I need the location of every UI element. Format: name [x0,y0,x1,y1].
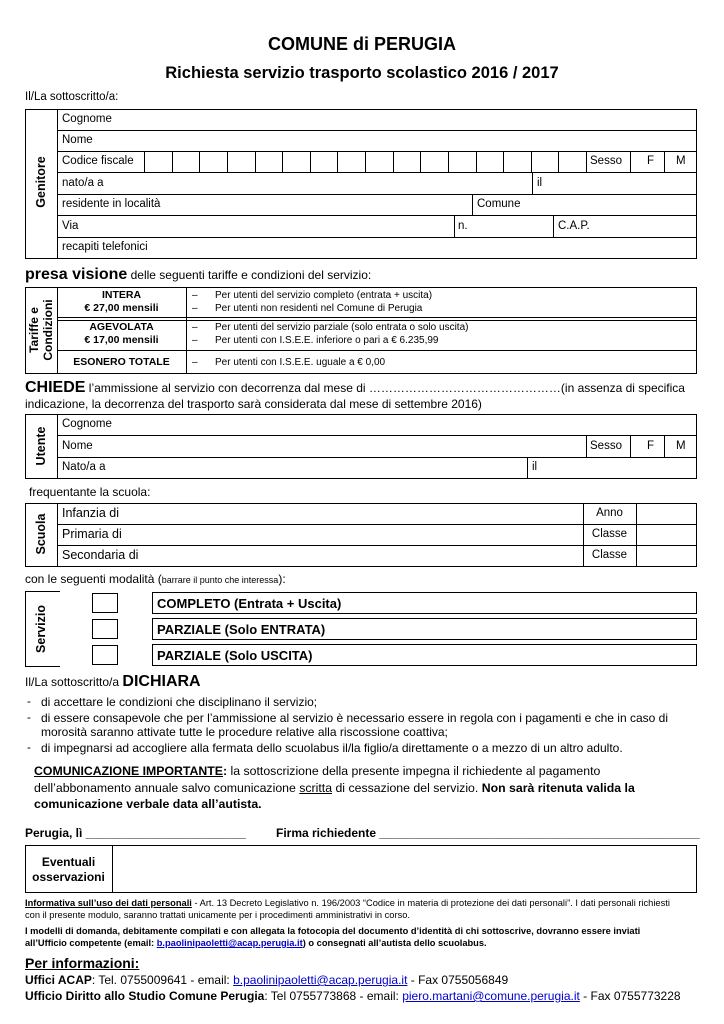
dash-icon: – [192,303,198,314]
utente-sesso-f[interactable]: F [647,440,655,452]
utente-cognome-field[interactable]: Cognome [62,418,112,430]
genitore-numero-field[interactable]: n. [458,220,468,232]
email-link[interactable]: b.paolinipaoletti@acap.perugia.it [156,938,303,948]
genitore-recapiti-field[interactable]: recapiti telefonici [62,241,148,253]
frequentante-text: frequentante la scuola: [29,485,151,499]
genitore-sesso-f[interactable]: F [647,155,655,167]
codice-fiscale-cell-divider [365,151,366,172]
codice-fiscale-cell-divider [420,151,421,172]
chiede-line2: indicazione, la decorrenza del trasporto sarà considerata dal mese di settembre 2016) [25,397,482,411]
genitore-nome-field[interactable]: Nome [62,134,93,146]
dash-icon: - [27,742,31,754]
dash-icon: – [192,335,198,346]
comune-email-link[interactable]: piero.martani@comune.perugia.it [402,989,580,1003]
osservazioni-label-1: Eventuali [41,855,96,869]
codice-fiscale-cell-divider [199,151,200,172]
moduli-line1: I modelli di domanda, debitamente compilati e con allegata la fotocopia del documento d’identità di chi sottoscrive, dovranno essere inviati [25,926,641,936]
dichiara-item-1: di accettare le condizioni che disciplinano il servizio; [41,695,318,709]
dichiara-heading: Il/La sottoscritto/a DICHIARA [25,673,201,690]
tariffa-agevolata-price: € 17,00 mensili [84,334,159,346]
genitore-sesso-label: Sesso [590,155,622,167]
scuola-anno-label: Anno [596,507,623,519]
modalita-text: con le seguenti modalità (barrare il punto che interessa): [25,572,286,586]
tariffa-esonero-cond1: Per utenti con I.S.E.E. uguale a € 0,00 [215,357,386,368]
osservazioni-box[interactable] [25,845,697,893]
genitore-comune-field[interactable]: Comune [477,198,521,210]
genitore-via-field[interactable]: Via [62,220,79,232]
codice-fiscale-cell-divider [393,151,394,172]
dichiara-item-2a: di essere consapevole che per l’ammissione al servizio è necessario essere in regola con i pagamenti e che in caso di [41,711,668,725]
scuola-classe-label: Classe [591,549,628,561]
perugia-li-field[interactable]: Perugia, lì ________________________ [25,826,246,840]
presa-visione-text: presa visione delle seguenti tariffe e condizioni del servizio: [25,266,372,283]
genitore-cognome-field[interactable]: Cognome [62,113,112,125]
dash-icon: – [192,357,198,368]
codice-fiscale-cell-divider [476,151,477,172]
genitore-sesso-m[interactable]: M [676,155,686,167]
parziale-uscita-checkbox[interactable] [92,645,118,665]
info-heading: Per informazioni: [25,955,140,971]
dash-icon: – [192,290,198,301]
opt-completo[interactable]: COMPLETO (Entrata + Uscita) [152,592,697,614]
tariffa-agevolata-cond1: Per utenti del servizio parziale (solo entrata o solo uscita) [215,322,469,333]
scuola-label: Scuola [34,513,48,555]
page-subtitle: Richiesta servizio trasporto scolastico 2016 / 2017 [165,64,559,82]
utente-sesso-m[interactable]: M [676,440,686,452]
codice-fiscale-cell-divider [503,151,504,172]
comunicazione-line1: COMUNICAZIONE IMPORTANTE: la sottoscrizione della presente impegna il richiedente al pagamento [34,764,601,778]
utente-sesso-label: Sesso [590,440,622,452]
opt-parziale-entrata[interactable]: PARZIALE (Solo ENTRATA) [152,618,697,640]
dash-icon: - [27,696,31,708]
servizio-label: Servizio [34,605,48,653]
codice-fiscale-cell-divider [144,151,145,172]
utente-label: Utente [34,426,48,466]
intro-text: Il/La sottoscritto/a: [25,91,119,103]
utente-il-field[interactable]: il [532,461,538,473]
utente-nato-field[interactable]: Nato/a a [62,461,106,473]
privacy-line2: con il presente modulo, saranno trattati unicamente per i procedimenti amministrativi in corso. [25,910,410,920]
scuola-classe-label: Classe [591,528,628,540]
codice-fiscale-cell-divider [282,151,283,172]
genitore-il-field[interactable]: il [537,177,543,189]
tariffa-intera-cond1: Per utenti del servizio completo (entrata + uscita) [215,290,433,301]
scuola-primaria-field[interactable]: Primaria di [62,527,122,541]
opt-parziale-uscita[interactable]: PARZIALE (Solo USCITA) [152,644,697,666]
tariffa-agevolata-name: AGEVOLATA [89,321,154,333]
firma-richiedente-field[interactable]: Firma richiedente ________________________________________________ [276,826,700,840]
dash-icon: - [27,712,31,724]
privacy-line1: Informativa sull’uso dei dati personali - Art. 13 Decreto Legislativo n. 196/2003 “Codice in materia di protezione dei dati personali”. I dati personali richiesti [25,898,670,908]
osservazioni-label-2: osservazioni [32,870,105,884]
page-title: COMUNE di PERUGIA [267,34,456,54]
tariffe-label: Tariffe e Condizioni [27,299,55,361]
tariffa-intera-price: € 27,00 mensili [84,302,159,314]
genitore-residente-field[interactable]: residente in località [62,198,161,210]
info-diritto-line: Ufficio Diritto allo Studio Comune Perugia: Tel 0755773868 - email: piero.martani@comune.perugia.it - Fax 0755773228 [25,989,681,1003]
genitore-cap-field[interactable]: C.A.P. [558,220,590,232]
parziale-entrata-checkbox[interactable] [92,619,118,639]
scuola-secondaria-field[interactable]: Secondaria di [62,548,139,562]
genitore-codice-fiscale-field[interactable]: Codice fiscale [62,155,134,167]
dash-icon: – [192,322,198,333]
dichiara-item-2b: morosità saranno attivate tutte le procedure relative alla riscossione coattiva; [41,725,448,739]
tariffa-esonero-name: ESONERO TOTALE [73,356,170,368]
codice-fiscale-cell-divider [558,151,559,172]
moduli-line2: all’Ufficio competente (email: b.paolinipaoletti@acap.perugia.it) o consegnati all’autista dello scuolabus. [25,938,487,948]
codice-fiscale-cell-divider [227,151,228,172]
codice-fiscale-cell-divider [255,151,256,172]
codice-fiscale-cell-divider [337,151,338,172]
comunicazione-line3: comunicazione verbale data all’autista. [34,797,262,811]
tariffa-intera-name: INTERA [101,289,142,301]
genitore-label: Genitore [34,156,48,208]
tariffa-agevolata-cond2: Per utenti con I.S.E.E. inferiore o pari a € 6.235,99 [215,335,439,346]
completo-checkbox[interactable] [92,593,118,613]
tariffa-intera-cond2: Per utenti non residenti nel Comune di Perugia [215,303,423,314]
scuola-infanzia-field[interactable]: Infanzia di [62,506,119,520]
acap-email-link[interactable]: b.paolinipaoletti@acap.perugia.it [233,973,408,987]
codice-fiscale-cell-divider [310,151,311,172]
comunicazione-line2: dell’abbonamento annuale salvo comunicazione scritta di cessazione del servizio. Non sarà ritenuta valida la [34,781,635,795]
codice-fiscale-cell-divider [172,151,173,172]
dichiara-item-3: di impegnarsi ad accogliere alla fermata dello scuolabus il/la figlio/a direttamente o a mezzo di un altro adulto. [41,741,623,755]
chiede-line1: CHIEDE l’ammissione al servizio con decorrenza dal mese di …………………………………………(in assenza di specifica [25,379,685,396]
info-acap-line: Uffici ACAP: Tel. 0755009641 - email: b.paolinipaoletti@acap.perugia.it - Fax 0755056849 [25,973,509,987]
utente-nome-field[interactable]: Nome [62,440,93,452]
genitore-nato-field[interactable]: nato/a a [62,177,104,189]
codice-fiscale-cell-divider [531,151,532,172]
codice-fiscale-cell-divider [448,151,449,172]
